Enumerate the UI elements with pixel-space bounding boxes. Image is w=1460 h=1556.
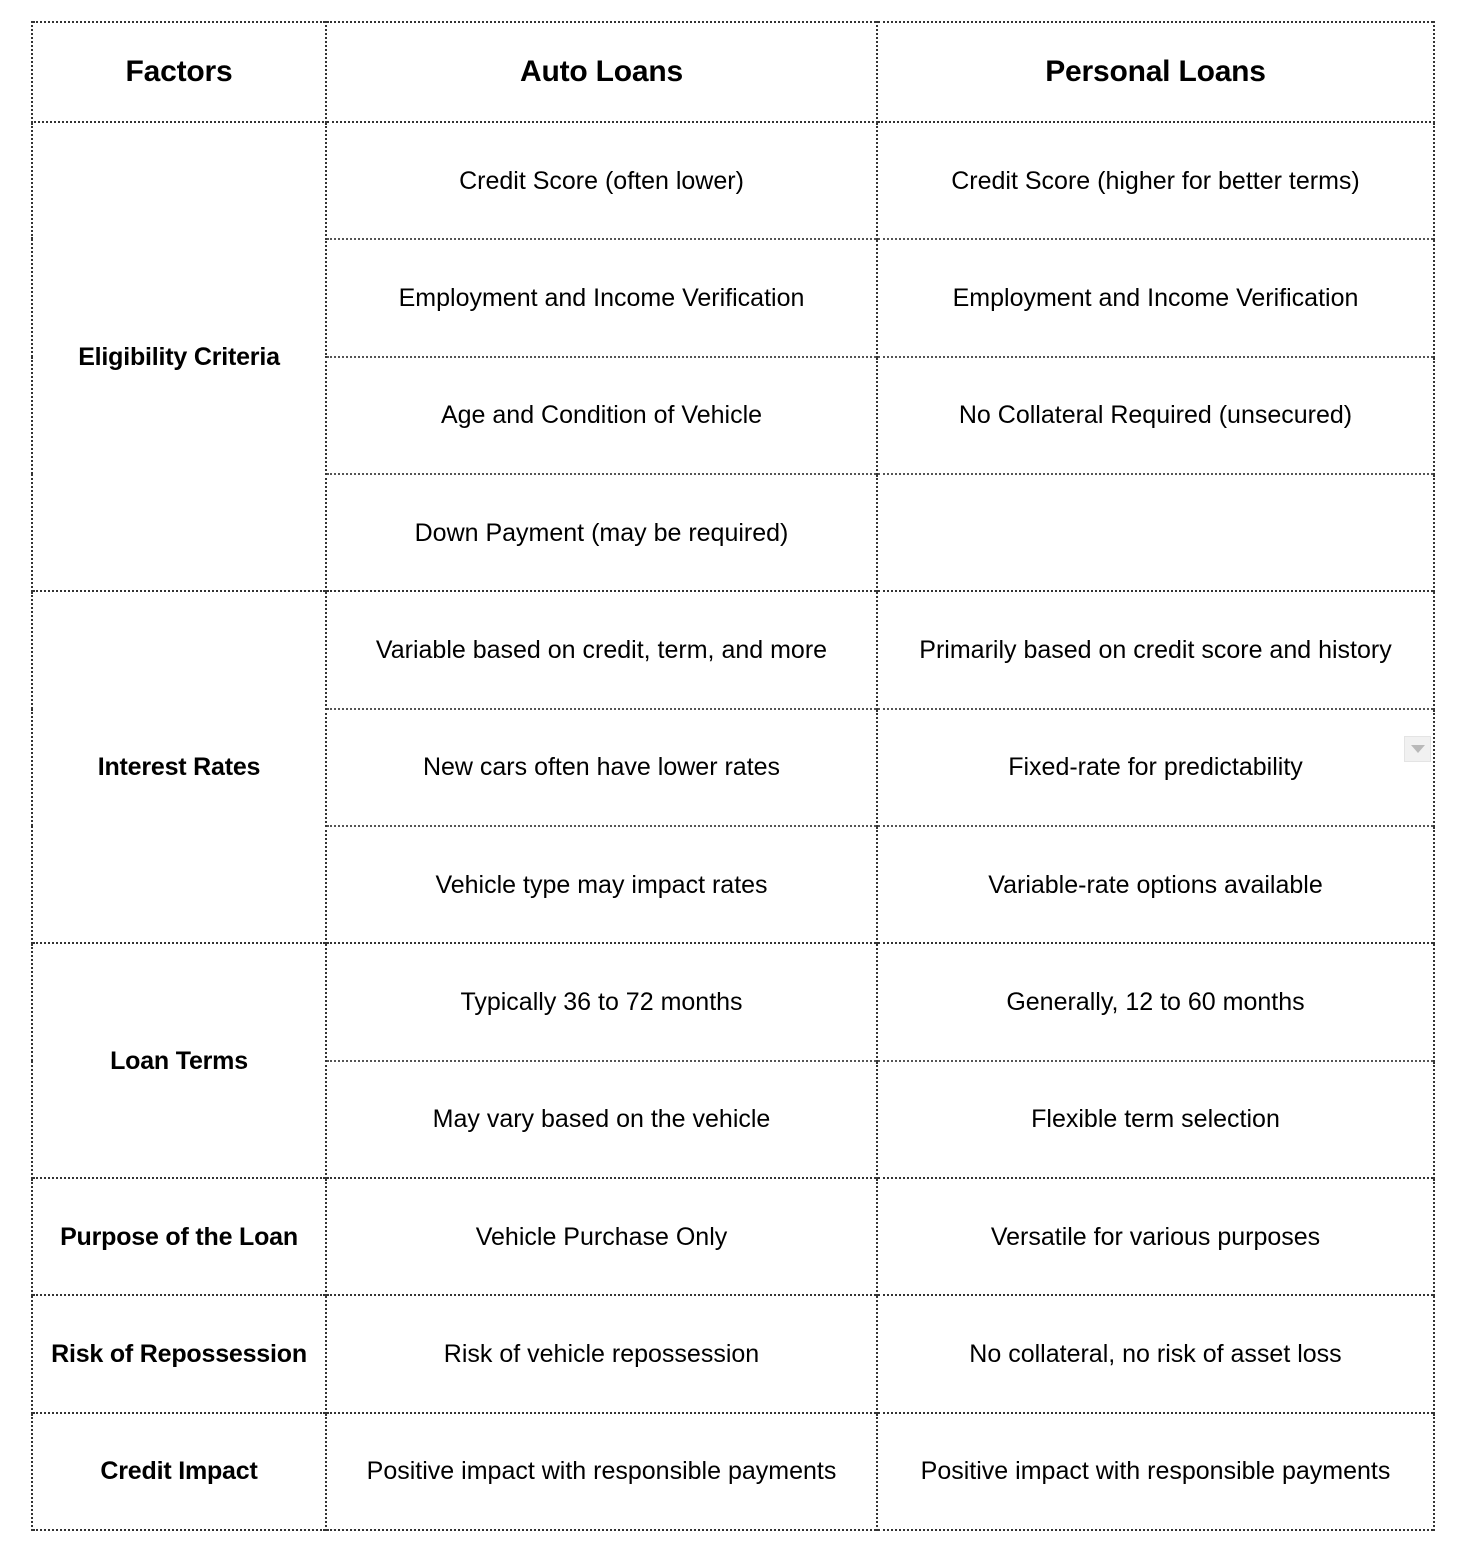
table-row	[32, 1413, 1434, 1530]
factor-label-cell: Purpose of the Loan	[32, 1178, 326, 1295]
personal-loan-value-cell: Primarily based on credit score and history	[877, 591, 1434, 708]
auto-loan-value-cell: Employment and Income Verification	[326, 239, 877, 356]
auto-loan-value-cell: New cars often have lower rates	[326, 709, 877, 826]
personal-loan-value-cell: Generally, 12 to 60 months	[877, 943, 1434, 1060]
table-row	[32, 1178, 1434, 1295]
triangle-down-icon	[1411, 745, 1425, 753]
column-header-auto-loans: Auto Loans	[326, 22, 877, 122]
personal-loan-value-cell: Positive impact with responsible payments	[877, 1413, 1434, 1530]
table-row	[32, 122, 1434, 239]
auto-loan-value-cell: Age and Condition of Vehicle	[326, 357, 877, 474]
personal-loan-value-cell: Fixed-rate for predictability	[877, 709, 1434, 826]
auto-loan-value-cell: Credit Score (often lower)	[326, 122, 877, 239]
factor-label-cell: Risk of Repossession	[32, 1295, 326, 1412]
factor-label-cell: Credit Impact	[32, 1413, 326, 1530]
table-body	[32, 122, 1434, 1530]
personal-loan-value-cell: Versatile for various purposes	[877, 1178, 1434, 1295]
table-row	[32, 1295, 1434, 1412]
auto-loan-value-cell: Vehicle type may impact rates	[326, 826, 877, 943]
personal-loan-value-cell: Credit Score (higher for better terms)	[877, 122, 1434, 239]
auto-loan-value-cell: Positive impact with responsible payments	[326, 1413, 877, 1530]
auto-loan-value-cell: Vehicle Purchase Only	[326, 1178, 877, 1295]
personal-loan-value-cell: Variable-rate options available	[877, 826, 1434, 943]
loan-comparison-table	[31, 21, 1435, 1531]
table-row	[32, 943, 1434, 1060]
table-row	[32, 591, 1434, 708]
personal-loan-value-cell: Flexible term selection	[877, 1061, 1434, 1178]
personal-loan-value-cell: No collateral, no risk of asset loss	[877, 1295, 1434, 1412]
personal-loan-value-cell	[877, 474, 1434, 591]
factor-label-cell: Loan Terms	[32, 943, 326, 1178]
auto-loan-value-cell: Down Payment (may be required)	[326, 474, 877, 591]
auto-loan-value-cell: Typically 36 to 72 months	[326, 943, 877, 1060]
personal-loan-value-cell: Employment and Income Verification	[877, 239, 1434, 356]
personal-loan-value-cell: No Collateral Required (unsecured)	[877, 357, 1434, 474]
column-header-factors: Factors	[32, 22, 326, 122]
table-header	[32, 22, 1434, 122]
comparison-table-container	[31, 21, 1433, 1531]
factor-label-cell: Eligibility Criteria	[32, 122, 326, 591]
column-header-personal-loans: Personal Loans	[877, 22, 1434, 122]
table-header-row	[32, 22, 1434, 122]
dropdown-button[interactable]	[1404, 736, 1431, 762]
factor-label-cell: Interest Rates	[32, 591, 326, 943]
auto-loan-value-cell: Risk of vehicle repossession	[326, 1295, 877, 1412]
auto-loan-value-cell: Variable based on credit, term, and more	[326, 591, 877, 708]
auto-loan-value-cell: May vary based on the vehicle	[326, 1061, 877, 1178]
